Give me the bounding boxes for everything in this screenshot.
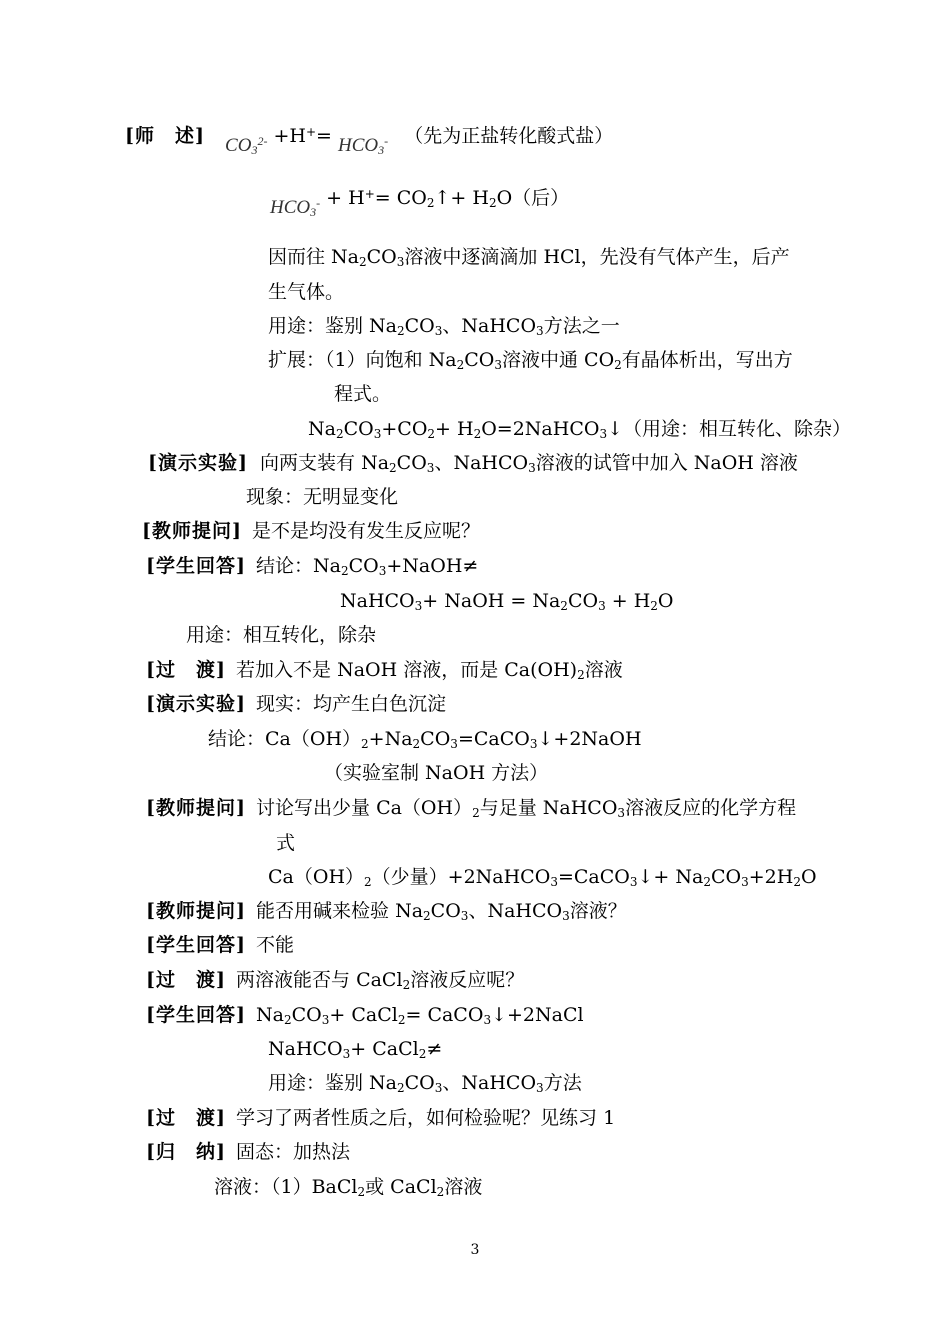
line-15: [过 渡] 若加入不是 NaOH 溶液，而是 $Ca(OH)_2$溶液	[146, 659, 623, 682]
line-2: $HCO_3^- + H^+=$ $CO_2↑+ H_2O$（后）	[270, 187, 570, 219]
line-20: 式	[276, 832, 296, 854]
line-12: [学生回答] 结论：$Na_2CO_3+NaOH\ne$	[146, 555, 479, 578]
line-17: 结论：$Ca(OH)_2+Na_2CO_3=CaCO_3↓+2NaOH$	[208, 728, 642, 751]
tag-transition: [过 渡]	[146, 969, 226, 991]
tag-demo-experiment: [演示实验]	[148, 452, 248, 474]
tag-teacher-question: [教师提问]	[146, 797, 246, 819]
tag-transition: [过 渡]	[146, 659, 226, 681]
tag-demo-experiment: [演示实验]	[146, 693, 246, 715]
page-number: 3	[470, 1242, 480, 1258]
line-22: [教师提问] 能否用碱来检验 $Na_2CO_3$、NaHCO$_3$溶液？	[146, 900, 627, 923]
formula-bicarbonate-ion: $HCO_3^-$	[338, 134, 389, 157]
line-11: [教师提问] 是不是均没有发生反应呢？	[142, 520, 481, 542]
tag-summary: [归 纳]	[146, 1141, 226, 1163]
tag-transition: [过 渡]	[146, 1107, 226, 1129]
line-3: 因而往 $Na_2CO_3$溶液中逐滴滴加 HCl，先没有气体产生，后产	[268, 246, 790, 269]
line-6: 扩展：（1）向饱和 $Na_2CO_3$溶液中通 $CO_2$有晶体析出，写出方	[268, 349, 793, 372]
line-26: NaHCO$_3$+ CaCl$_2$≠	[268, 1038, 443, 1061]
line-1: [师 述] $CO_3^{2-} +H^+= HCO_3^-$ （先为正盐转化酸式盐）	[125, 125, 614, 157]
line-30: 溶液：（1）BaCl$_2$或 CaCl$_2$溶液	[214, 1176, 483, 1199]
line-27: 用途：鉴别 $Na_2CO_3$、NaHCO$_3$方法	[268, 1072, 582, 1095]
line-29: [归 纳] 固态：加热法	[146, 1141, 351, 1163]
line-19: [教师提问] 讨论写出少量 $Ca(OH)_2$与足量 NaHCO$_3$溶液反应的化学方程	[146, 797, 797, 820]
line-5: 用途：鉴别 $Na_2CO_3$、NaHCO$_3$方法之一	[268, 315, 620, 338]
tag-student-answer: [学生回答]	[146, 1004, 246, 1026]
tag-teacher-question: [教师提问]	[142, 520, 242, 542]
line-9: [演示实验] 向两支装有 $Na_2CO_3$、NaHCO$_3$溶液的试管中加入 NaOH 溶液	[148, 452, 798, 475]
tag-student-answer: [学生回答]	[146, 555, 246, 577]
line-14: 用途：相互转化，除杂	[186, 624, 377, 646]
line-10: 现象：无明显变化	[246, 486, 399, 508]
line-21: $Ca(OH)_2$（少量）+2NaHCO$_3$=CaCO$_3$↓+ $Na_2CO_3+2H_2O$	[268, 866, 817, 889]
line-8: $Na_2CO_3+CO_2+$ $H_2O=2NaHCO_3↓$（用途：相互转化、除杂）	[308, 418, 852, 441]
line-4: 生气体。	[268, 281, 345, 303]
tag-teacher-question: [教师提问]	[146, 900, 246, 922]
line-25: [学生回答] $Na_2CO_3+$ CaCl$_2$= CaCO$_3$↓+2NaCl	[146, 1004, 584, 1027]
tag-student-answer: [学生回答]	[146, 934, 246, 956]
line-24: [过 渡] 两溶液能否与 CaCl$_2$溶液反应呢？	[146, 969, 525, 992]
line-23: [学生回答] 不能	[146, 934, 295, 956]
line-13: NaHCO$_3$+ NaOH = $Na_2CO_3 + H_2O$	[340, 590, 674, 613]
formula-carbonate-ion: $CO_3^{2-}$	[225, 134, 268, 157]
line-16: [演示实验] 现实：均产生白色沉淀	[146, 693, 447, 715]
line-28: [过 渡] 学习了两者性质之后，如何检验呢？见练习 1	[146, 1107, 616, 1129]
line-7: 程式。	[334, 383, 392, 405]
line-18: （实验室制 NaOH 方法）	[324, 762, 549, 784]
formula-bicarbonate-ion: $HCO_3^-$	[270, 196, 321, 219]
tag-teacher-narrate: [师 述]	[125, 125, 205, 147]
